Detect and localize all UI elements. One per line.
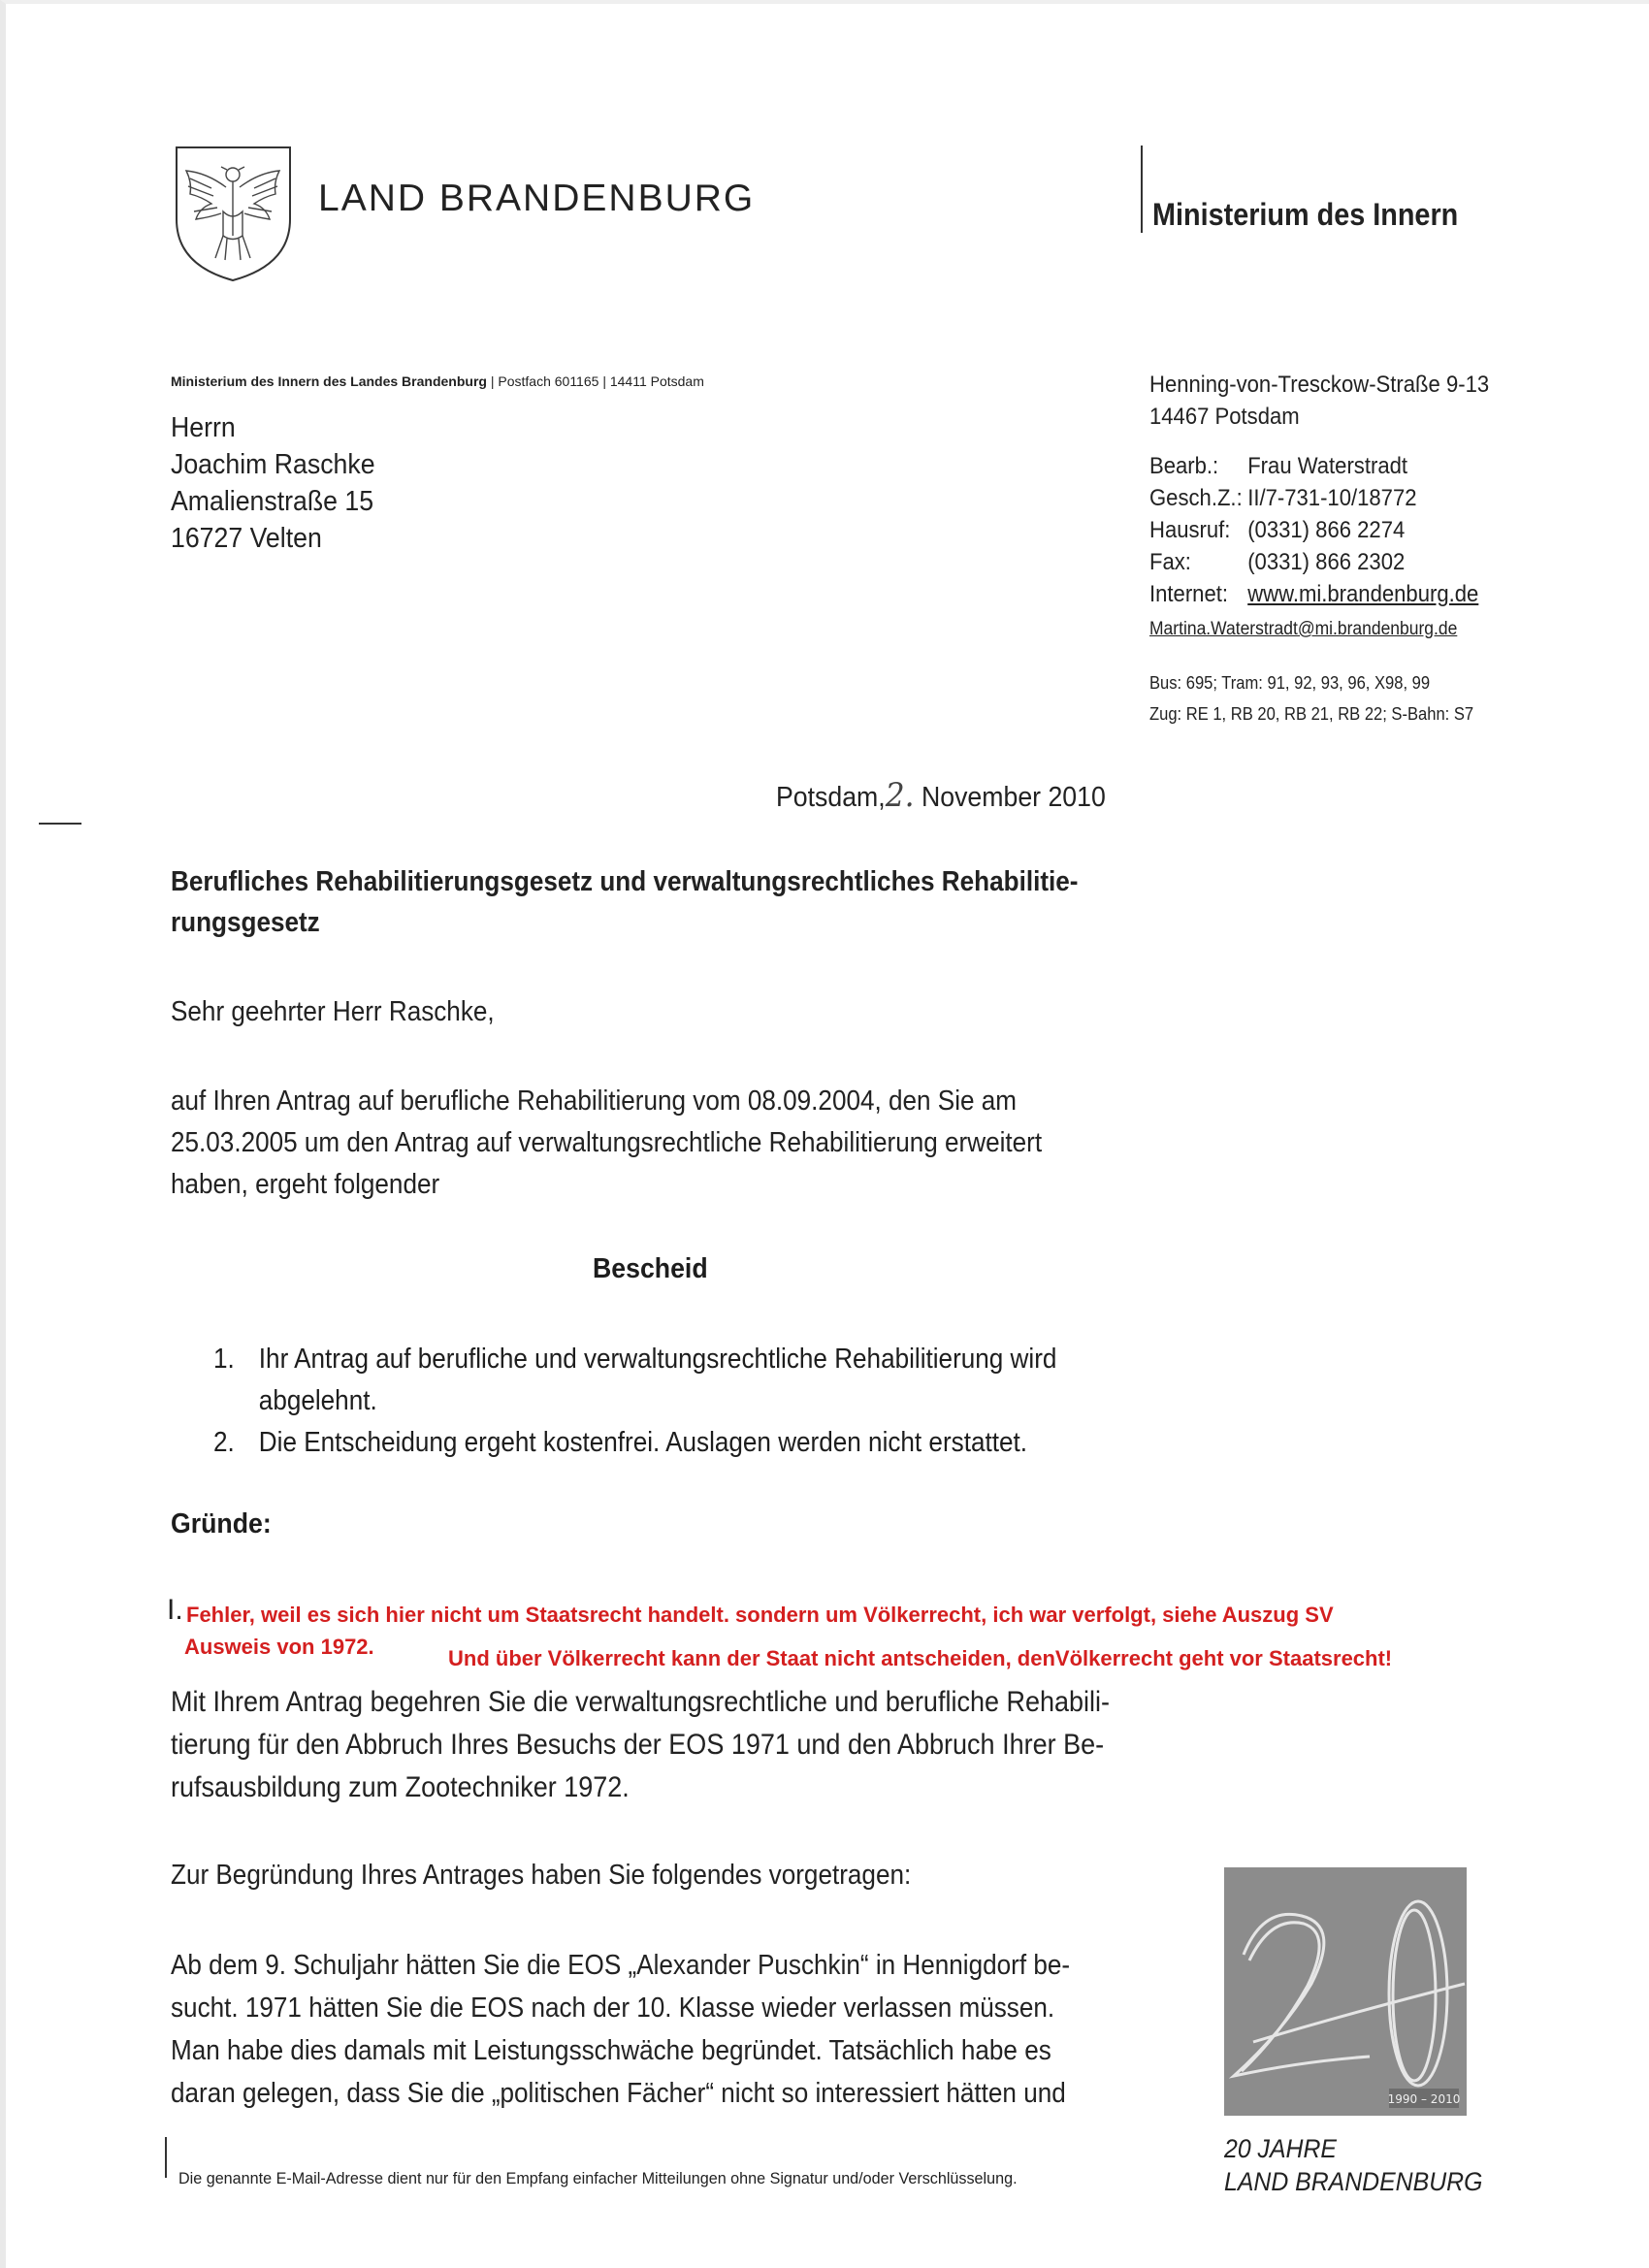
contact-value: II/7-731-10/18772 xyxy=(1247,485,1417,511)
website-link[interactable]: www.mi.brandenburg.de xyxy=(1247,581,1479,607)
red-annotation: Und über Völkerrecht kann der Staat nicht antscheiden, denVölkerrecht geht vor Staatsrecht! xyxy=(448,1646,1393,1670)
decision-number: 2. xyxy=(213,1427,235,1458)
caption-line-2: LAND BRANDENBURG xyxy=(1224,2167,1483,2196)
paragraph-line: Mit Ihrem Antrag begehren Sie die verwaltungsrechtliche und berufliche Rehabili- xyxy=(171,1686,1111,1718)
subject-line-1: Berufliches Rehabilitierungsgesetz und verwaltungsrechtliches Rehabilitie- xyxy=(171,866,1079,897)
bescheid-heading: Bescheid xyxy=(593,1253,708,1284)
transport-train: Zug: RE 1, RB 20, RB 21, RB 22; S-Bahn: S7 xyxy=(1149,704,1474,724)
land-title: LAND BRANDENBURG xyxy=(318,178,756,219)
date-day-handwritten: 2. xyxy=(885,776,915,815)
reasons-paragraph xyxy=(171,1681,1110,1809)
contact-label: Fax: xyxy=(1149,549,1191,575)
recipient-name: Joachim Raschke xyxy=(171,449,375,480)
ministry-city: 14467 Potsdam xyxy=(1149,404,1300,430)
contact-label: Internet: xyxy=(1149,581,1229,607)
decision-list xyxy=(213,1339,1056,1464)
contact-value: (0331) 866 2302 xyxy=(1247,549,1406,575)
transport-info xyxy=(1149,667,1473,729)
recipient-address xyxy=(171,409,375,557)
anniversary-logo xyxy=(1224,1867,1467,2116)
contact-row xyxy=(1149,514,1478,546)
grounds-intro: Zur Begründung Ihres Antrages haben Sie folgendes vorgetragen: xyxy=(171,1860,912,1891)
ministry-address xyxy=(1149,369,1489,433)
anniversary-20-icon xyxy=(1224,1867,1467,2116)
section-numeral: I. xyxy=(167,1594,183,1626)
paragraph-line: 25.03.2005 um den Antrag auf verwaltungsrechtliche Rehabilitierung erweitert xyxy=(171,1127,1043,1158)
gruende-heading: Gründe: xyxy=(171,1508,272,1539)
date-month-year: November 2010 xyxy=(921,782,1106,813)
paragraph-line: Man habe dies damals mit Leistungsschwäche begründet. Tatsächlich habe es xyxy=(171,2035,1051,2066)
ministry-name: Ministerium des Innern xyxy=(1152,197,1459,232)
ministry-street: Henning-von-Tresckow-Straße 9-13 xyxy=(1149,372,1490,398)
salutation: Sehr geehrter Herr Raschke, xyxy=(171,996,495,1027)
decision-item xyxy=(213,1339,1056,1380)
decision-text: Die Entscheidung ergeht kostenfrei. Auslagen werden nicht erstattet. xyxy=(258,1427,1027,1458)
contact-row xyxy=(1149,482,1478,514)
red-annotation: Fehler, weil es sich hier nicht um Staatsrecht handelt. sondern um Völkerrecht, ich war verfolgt, siehe Auszug SV xyxy=(186,1603,1334,1627)
decision-text: abgelehnt. xyxy=(258,1385,377,1416)
recipient-street: Amalienstraße 15 xyxy=(171,486,374,517)
logo-years: 1990 – 2010 xyxy=(1387,2092,1461,2106)
scan-mark xyxy=(39,823,81,825)
paragraph-line: haben, ergeht folgender xyxy=(171,1169,440,1200)
recipient-city: 16727 Velten xyxy=(171,523,322,554)
letter-date xyxy=(776,776,1106,815)
decision-item-continued xyxy=(213,1380,1056,1422)
sender-city: 14411 Potsdam xyxy=(609,373,704,389)
paragraph-line: daran gelegen, dass Sie die „politischen Fächer“ nicht so interessiert hätten und xyxy=(171,2078,1066,2109)
contact-label: Gesch.Z.: xyxy=(1149,485,1243,511)
email-link[interactable]: Martina.Waterstradt@mi.brandenburg.de xyxy=(1149,619,1458,639)
date-city: Potsdam, xyxy=(776,782,886,813)
paragraph-line: sucht. 1971 hätten Sie die EOS nach der 10. Klasse wieder verlassen müssen. xyxy=(171,1993,1055,2024)
contact-value: Frau Waterstradt xyxy=(1247,453,1408,479)
sender-postfach: Postfach 601165 xyxy=(498,373,599,389)
anniversary-caption xyxy=(1224,2132,1482,2198)
header-divider xyxy=(1141,146,1143,233)
paragraph-line: Ab dem 9. Schuljahr hätten Sie die EOS „Alexander Puschkin“ in Hennigdorf be- xyxy=(171,1950,1071,1981)
contact-row xyxy=(1149,578,1478,610)
red-annotation: Ausweis von 1972. xyxy=(184,1635,374,1659)
footer-divider xyxy=(165,2137,167,2178)
sender-separator: | xyxy=(490,373,495,389)
sender-line xyxy=(171,373,704,389)
sender-name: Ministerium des Innern des Landes Brandenburg xyxy=(171,373,487,389)
subject-line-2: rungsgesetz xyxy=(171,907,320,938)
contact-value: (0331) 866 2274 xyxy=(1247,517,1406,543)
recipient-salutation: Herrn xyxy=(171,412,236,443)
eagle-crest-icon xyxy=(173,144,294,284)
paragraph-line: auf Ihren Antrag auf berufliche Rehabilitierung vom 08.09.2004, den Sie am xyxy=(171,1085,1018,1117)
footer-note: Die genannte E-Mail-Adresse dient nur für den Empfang einfacher Mitteilungen ohne Signatur und/oder Verschlüsselung. xyxy=(178,2169,1018,2187)
intro-paragraph xyxy=(171,1081,1042,1206)
transport-bus: Bus: 695; Tram: 91, 92, 93, 96, X98, 99 xyxy=(1149,673,1431,693)
subject-line xyxy=(171,861,1078,943)
decision-item xyxy=(213,1422,1056,1464)
paragraph-line: rufsausbildung zum Zootechniker 1972. xyxy=(171,1771,630,1803)
contact-label: Bearb.: xyxy=(1149,453,1219,479)
contact-row xyxy=(1149,546,1478,578)
caption-line-1: 20 JAHRE xyxy=(1224,2134,1337,2163)
contact-block xyxy=(1149,450,1478,610)
contact-label: Hausruf: xyxy=(1149,517,1231,543)
contact-row xyxy=(1149,450,1478,482)
decision-text: Ihr Antrag auf berufliche und verwaltungsrechtliche Rehabilitierung wird xyxy=(258,1344,1057,1375)
paragraph-line: tierung für den Abbruch Ihres Besuchs der EOS 1971 und den Abbruch Ihrer Be- xyxy=(171,1729,1105,1761)
sender-separator: | xyxy=(602,373,606,389)
grounds-paragraph xyxy=(171,1944,1070,2115)
decision-number: 1. xyxy=(213,1344,235,1375)
